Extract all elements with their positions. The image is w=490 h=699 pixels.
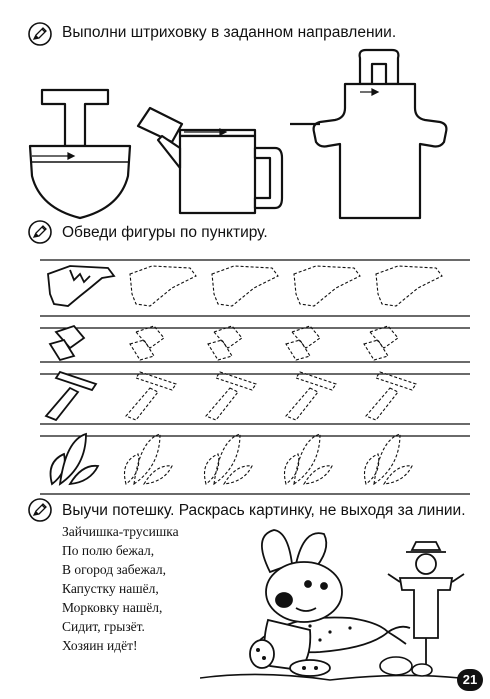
- saw-icon: [48, 266, 114, 306]
- task-instruction: Выполни штриховку в заданном направлении.: [62, 24, 397, 41]
- scarecrow-figure: [388, 542, 464, 670]
- poem-line: Хозяин идёт!: [62, 638, 138, 653]
- axe-icon: [50, 326, 84, 360]
- pencil-icon: [28, 220, 52, 244]
- poem-line: Морковку нашёл,: [62, 600, 163, 615]
- poem-line: Зайчишка-трусишка: [62, 524, 179, 539]
- poem-line: Сидит, грызёт.: [62, 619, 145, 634]
- coloring-picture: [200, 520, 470, 690]
- poem-line: Капустку нашёл,: [62, 581, 159, 596]
- bunny-figure: [250, 530, 342, 676]
- poem: [62, 522, 179, 655]
- poem-line: По полю бежал,: [62, 543, 155, 558]
- pencil-icon: [28, 498, 52, 522]
- apron-figure: [290, 50, 446, 218]
- hatching-figures: [20, 48, 460, 228]
- leaf-icon: [51, 434, 99, 484]
- shovel-figure: [30, 90, 130, 218]
- task-instruction: Выучи потешку. Раскрась картинку, не выходя за линии.: [62, 502, 466, 519]
- task-instruction: Обведи фигуры по пунктиру.: [62, 224, 268, 241]
- rake-icon: [46, 372, 96, 420]
- watering-can-figure: [138, 108, 282, 213]
- tracing-area: [30, 248, 475, 498]
- pencil-icon: [28, 22, 52, 46]
- poem-line: В огород забежал,: [62, 562, 166, 577]
- page-number: 21: [457, 669, 483, 691]
